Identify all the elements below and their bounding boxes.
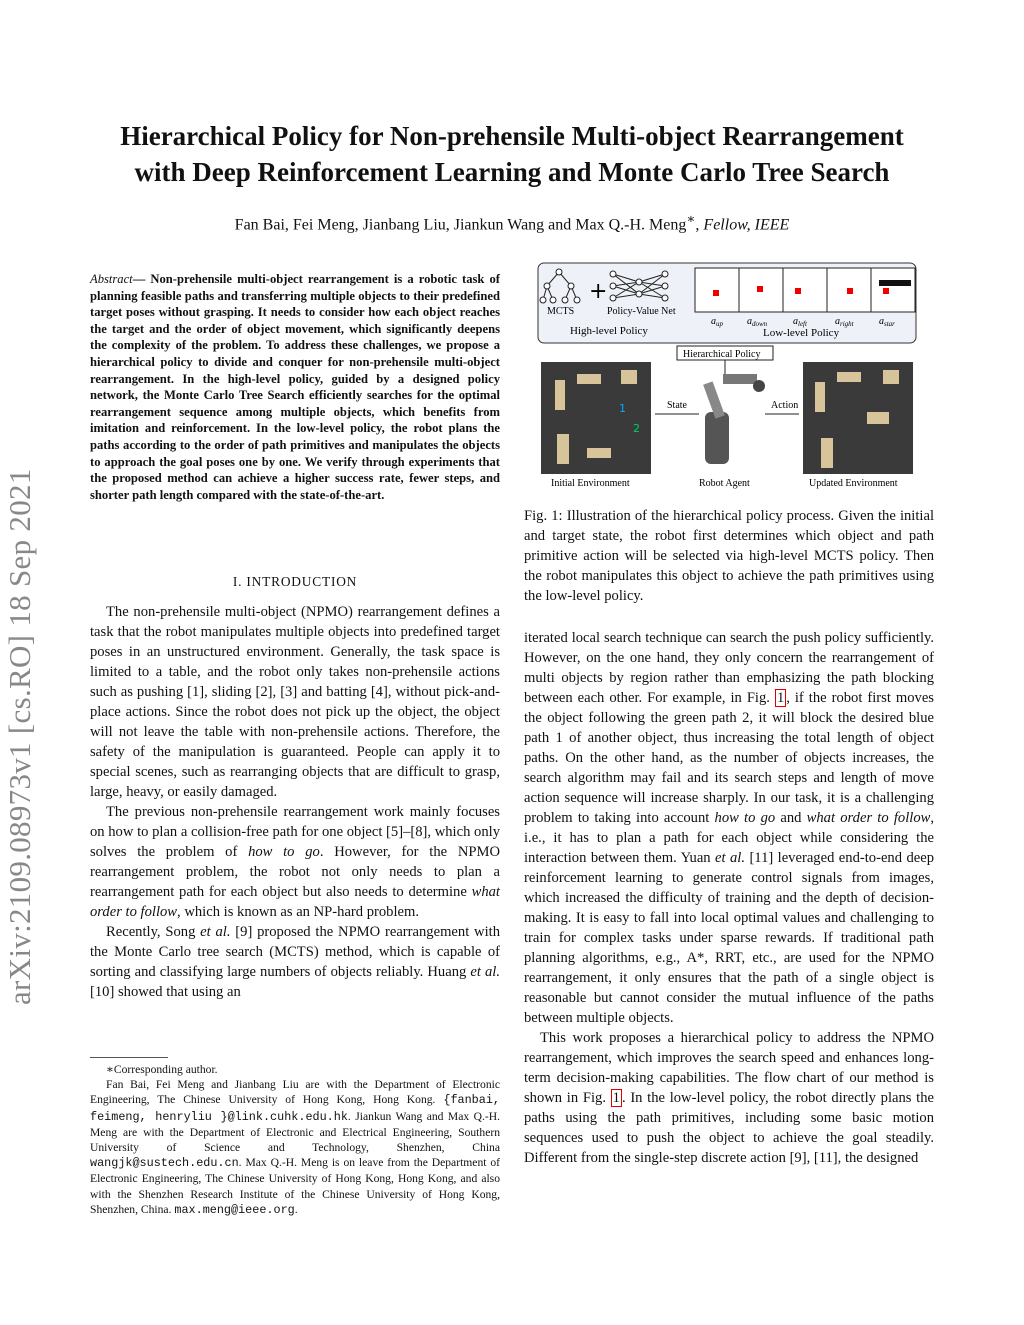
figure-link[interactable]: 1 [776, 690, 785, 706]
paragraph: The previous non-prehensile rearrangement work mainly focuses on how to plan a collision-free path for one object [5]–[8], which only solves the problem of how to go. However, for the NPMO rearrangement problem, the robot not only needs to plan a rearrangement path for each object but also needs to determine what order to follow, which is known as an NP-hard problem. [90, 804, 500, 920]
svg-text:Policy-Value Net: Policy-Value Net [607, 306, 676, 317]
svg-text:Low-level Policy: Low-level Policy [763, 327, 840, 339]
footnote-corresponding: ∗Corresponding author. [106, 1063, 218, 1076]
figure-caption: Fig. 1: Illustration of the hierarchical policy process. Given the initial and target state, the robot first determines which object and path primitive action will be selected via high-level MCTS policy. Then the robot manipulates this object to achieve the path primitives using the low-level policy. [524, 508, 934, 604]
paragraph: The non-prehensile multi-object (NPMO) rearrangement defines a task that the robot manipulates multiple objects into predefined target poses in an unstructured environment. Generally, the task space is limited to a table, and the robot only takes non-prehensile actions such as pushing [1], sliding [2], [3] and batting [4], without pick-and-place actions. Since the robot does not pick up the object, the object will not leave the table with non-prehensile actions. Therefore, the safety of the manipulation is guaranteed. People can apply it to special scenes, such as rearranging objects that are difficult to grasp, large, heavy, or easily damaged. [90, 604, 500, 800]
svg-text:+: + [589, 279, 608, 304]
arxiv-side-label: arXiv:2109.08973v1 [cs.RO] 18 Sep 2021 [2, 468, 37, 1005]
svg-text:Initial Environment: Initial Environment [551, 478, 630, 489]
title-line-1: Hierarchical Policy for Non-prehensile Multi-object Rearrangement [120, 121, 904, 151]
email: {fanbai, feimeng, henryliu }@link.cuhk.edu.hk [90, 1093, 500, 1124]
author-mark: ∗ [686, 211, 696, 226]
svg-text:2: 2 [633, 422, 640, 435]
primitive-panels [695, 268, 915, 312]
footnotes [90, 1062, 500, 1218]
robot-arm-icon [703, 374, 765, 464]
paragraph: This work proposes a hierarchical policy to address the NPMO rearrangement, which improves the search speed and enhances long-term decision-making capabilities. The flow chart of our method is shown in Fig. 1 . In the low-level policy, the robot directly plans the paths using the path primitives, including some basic motion sequences used to push the object to achieve the goal steadily. Different from the single-step discrete action [9], [11], the designed [524, 1030, 934, 1166]
title-line-2: with Deep Reinforcement Learning and Monte Carlo Tree Search [134, 157, 890, 187]
paragraph: Recently, Song et al. [9] proposed the NPMO rearrangement with the Monte Carlo tree search (MCTS) method, which is capable of sorting and classifying large numbers of objects reliably. Huang et al. [10] showed that using an [90, 924, 501, 1000]
paragraph: iterated local search technique can search the push policy sufficiently. However, on the one hand, they only concern the rearrangement of multi objects by region rather than emphasizing the path blocking between each other. For example, in Fig. 1 , if the robot first moves the object following the green path 2, it will block the desired blue path 1 of another object, thus increasing the total length of object paths. On the other hand, as the number of objects increases, the search algorithm may fail and its search steps and length of move action sequence will increase sharply. In our task, it is a challenging problem to taking into account how to go and what order to follow, i.e., it has to plan a path for each object while considering the interaction between them. Yuan et al. [11] leveraged end-to-end deep reinforcement learning to generate control signals from images, which increased the difficulty of training and the depth of decision-making. It is easy to fall into local optimal values and challenging to train for complex tasks under sparse rewards. If traditional path planning algorithms, e.g., A*, RRT, etc., are used for the NPMO rearrangement, it only ensures that the path of a single object is reasonable but cannot consider the mutual influence of the paths between multiple objects. [524, 630, 935, 1026]
svg-text:aleft: $a_{left}$ [793, 316, 807, 328]
footnote-affiliation: Fan Bai, Fei Meng and Jianbang Liu are with the Department of Electronic Engineering, The Chinese University of Hong Kong, Hong Kong. {fanbai, feimeng, henryliu }@link.cuhk.edu.hk. Jiankun Wang and Max Q.-H. Meng are with the Department of Electronic and Electrical Engineering, Southern University of Science and Technology, Shenzhen, China wangjk@sustech.edu.cn. Max Q.-H. Meng is on leave from the Department of Electronic Engineering, The Chinese University of Hong Kong, Hong Kong, and also with the Shenzhen Research Institute of the Chinese University of Hong Kong, Shenzhen, China. max.meng@ieee.org. [90, 1078, 501, 1217]
author-names: Fan Bai, Fei Meng, Jianbang Liu, Jiankun Wang and Max Q.-H. Meng [234, 216, 687, 234]
svg-text:astar: $a_{star}$ [879, 316, 895, 328]
svg-text:Action: Action [771, 400, 799, 411]
paper-title [90, 118, 934, 190]
author-fellow: Fellow, IEEE [703, 216, 790, 234]
svg-text:Hierarchical Policy: Hierarchical Policy [683, 349, 761, 360]
left-column [90, 602, 500, 1002]
email: max.meng@ieee.org [174, 1202, 295, 1217]
svg-text:State: State [667, 400, 687, 411]
abstract-label: Abstract [90, 272, 133, 286]
figure-link[interactable]: 1 [612, 1090, 620, 1106]
footnote-rule [90, 1057, 168, 1058]
email: wangjk@sustech.edu.cn [90, 1156, 239, 1171]
svg-text:aright: $a_{right}$ [835, 316, 854, 328]
abstract [90, 271, 500, 503]
svg-text:Robot Agent: Robot Agent [699, 478, 750, 489]
figure-illustration [537, 262, 917, 492]
figure-1 [537, 262, 917, 492]
svg-text:adown: $a_{down}$ [747, 316, 768, 328]
right-column [524, 628, 934, 1168]
svg-text:MCTS: MCTS [547, 306, 575, 317]
authors: Fan Bai, Fei Meng, Jianbang Liu, Jiankun Wang and Max Q.-H. Meng∗, Fellow, IEEE [234, 211, 790, 234]
svg-text:1: 1 [619, 402, 626, 415]
svg-text:High-level Policy: High-level Policy [570, 325, 648, 337]
section-heading: I. INTRODUCTION [232, 574, 358, 589]
svg-text:aup: $a_{up}$ [711, 316, 723, 328]
abstract-text: — Non-prehensile multi-object rearrangement is a robotic task of planning feasible paths and transferring multiple objects to their predefined target poses without grasping. It needs to consider how each object reaches the target and the order of object movement, which significantly deepens the complexity of the problem. To address these challenges, we propose a hierarchical policy to divide and conquer for non-prehensile multi-object rearrangement. In the high-level policy, guided by a designed policy network, the Monte Carlo Tree Search efficiently searches for the optimal rearrangement sequence among multiple objects, which benefits from imitation and reinforcement. In the low-level policy, the robot plans the paths according to the order of path primitives and manipulates the objects to approach the goal poses one by one. We verify through experiments that the proposed method can achieve a higher success rate, fewer steps, and shorter path length compared with the state-of-the-art. [90, 272, 500, 502]
svg-text:Updated Environment: Updated Environment [809, 478, 898, 489]
